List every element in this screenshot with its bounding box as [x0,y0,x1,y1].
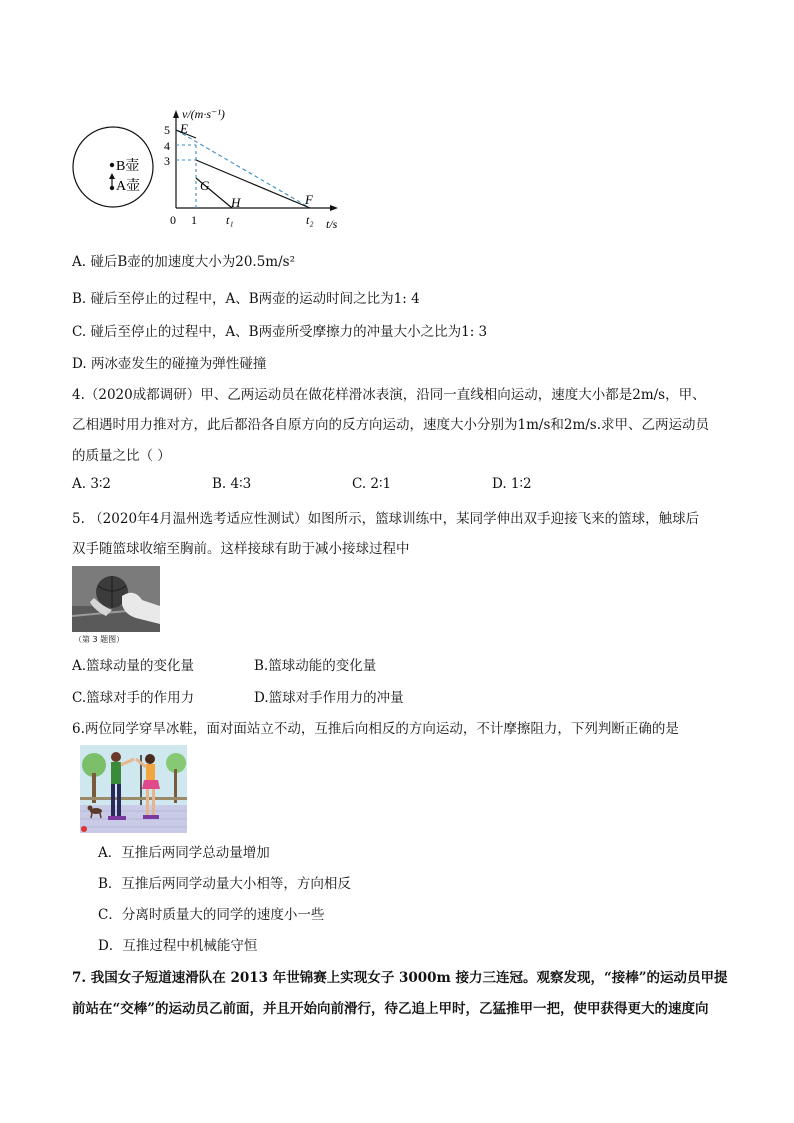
q5-option-c: C.篮球对手的作用力 [72,690,195,706]
basketball-catch-photo [72,566,160,632]
x-axis-label: t/s [326,217,338,231]
q4-option-a: A. 3∶2 [72,476,112,492]
q7-line-1: 7. 我国女子短道速滑队在 2013 年世锦赛上实现女子 3000m 接力三连冠。观察发现，“接棒”的运动员甲提 [72,970,728,986]
q5-option-b: B.篮球动能的变化量 [254,658,377,674]
q6-option-c: C．分离时质量大的同学的速度小一些 [98,907,325,923]
x-tick-1: 1 [191,213,197,227]
y-axis-label: v/(m·s⁻¹) [182,107,225,121]
house-circle [73,127,153,207]
stone-a-dot [110,186,114,190]
y-axis-arrow-icon [173,110,179,118]
q6-stem: 6.两位同学穿旱冰鞋，面对面站立不动，互推后向相反的方向运动，不计摩擦阻力，下列判断正确的是 [72,721,679,737]
skaters-illustration [80,745,187,833]
b-stone-line [196,160,310,208]
x-tick-0: 0 [170,213,176,227]
curling-house-figure [68,122,158,212]
q5-option-d: D.篮球对手作用力的冲量 [254,690,404,706]
q3-option-a: A. 碰后B壶的加速度大小为20.5m/s² [72,254,296,270]
q4-line-2: 乙相遇时用力推对方，此后都沿各自原方向的反方向运动，速度大小分别为1m/s和2m/s.求甲、乙两运动员 [72,417,710,433]
x-axis-arrow-icon [330,205,338,211]
x-tick-t1: t₁ [226,213,234,227]
q6-option-b: B．互推后两同学动量大小相等，方向相反 [98,876,351,892]
y-tick-4: 4 [164,139,170,153]
stone-b-label: B壶 [116,159,140,174]
vt-graph [160,100,360,235]
q6-option-d: D．互推过程中机械能守恒 [98,938,258,954]
point-h-label: H [231,195,241,210]
q4-option-c: C. 2∶1 [352,476,392,492]
q4-option-b: B. 4∶3 [212,476,252,492]
q7-line-2: 前站在“交棒”的运动员乙前面，并且开始向前滑行，待乙追上甲时，乙猛推甲一把，使甲获得更大的速度向 [72,1001,709,1017]
q5-line-2: 双手随篮球收缩至胸前。这样接球有助于减小接球过程中 [72,541,410,557]
q5-line-1: 5. （2020年4月温州选考适应性测试）如图所示，篮球训练中，某同学伸出双手迎接飞来的篮球，触球后 [72,511,700,527]
arrow-head-icon [109,173,115,179]
y-tick-3: 3 [164,154,170,168]
photo-caption: （第 3 题图） [74,635,125,644]
point-g-label: G [200,178,210,193]
q3-option-c: C. 碰后至停止的过程中，A、B两壶所受摩擦力的冲量大小之比为1: 3 [72,324,488,340]
point-e-label: E [180,121,188,136]
stone-a-label: A壶 [116,179,141,194]
q3-option-b: B. 碰后至停止的过程中，A、B两壶的运动时间之比为1: 4 [72,291,420,307]
q3-option-d: D. 两冰壶发生的碰撞为弹性碰撞 [72,356,267,372]
q4-line-1: 4.（2020成都调研）甲、乙两运动员在做花样滑冰表演，沿同一直线相向运动，速度大小都是2m/s，甲、 [72,387,706,403]
q4-option-d: D. 1∶2 [492,476,532,492]
q6-option-a: A．互推后两同学总动量增加 [98,845,270,861]
x-tick-t2: t₂ [306,213,314,227]
q4-line-3: 的质量之比（ ） [72,448,171,464]
q5-option-a: A.篮球动量的变化量 [72,658,195,674]
y-tick-5: 5 [164,123,170,137]
point-f-label: F [305,192,313,207]
stone-b-dot [110,163,114,167]
